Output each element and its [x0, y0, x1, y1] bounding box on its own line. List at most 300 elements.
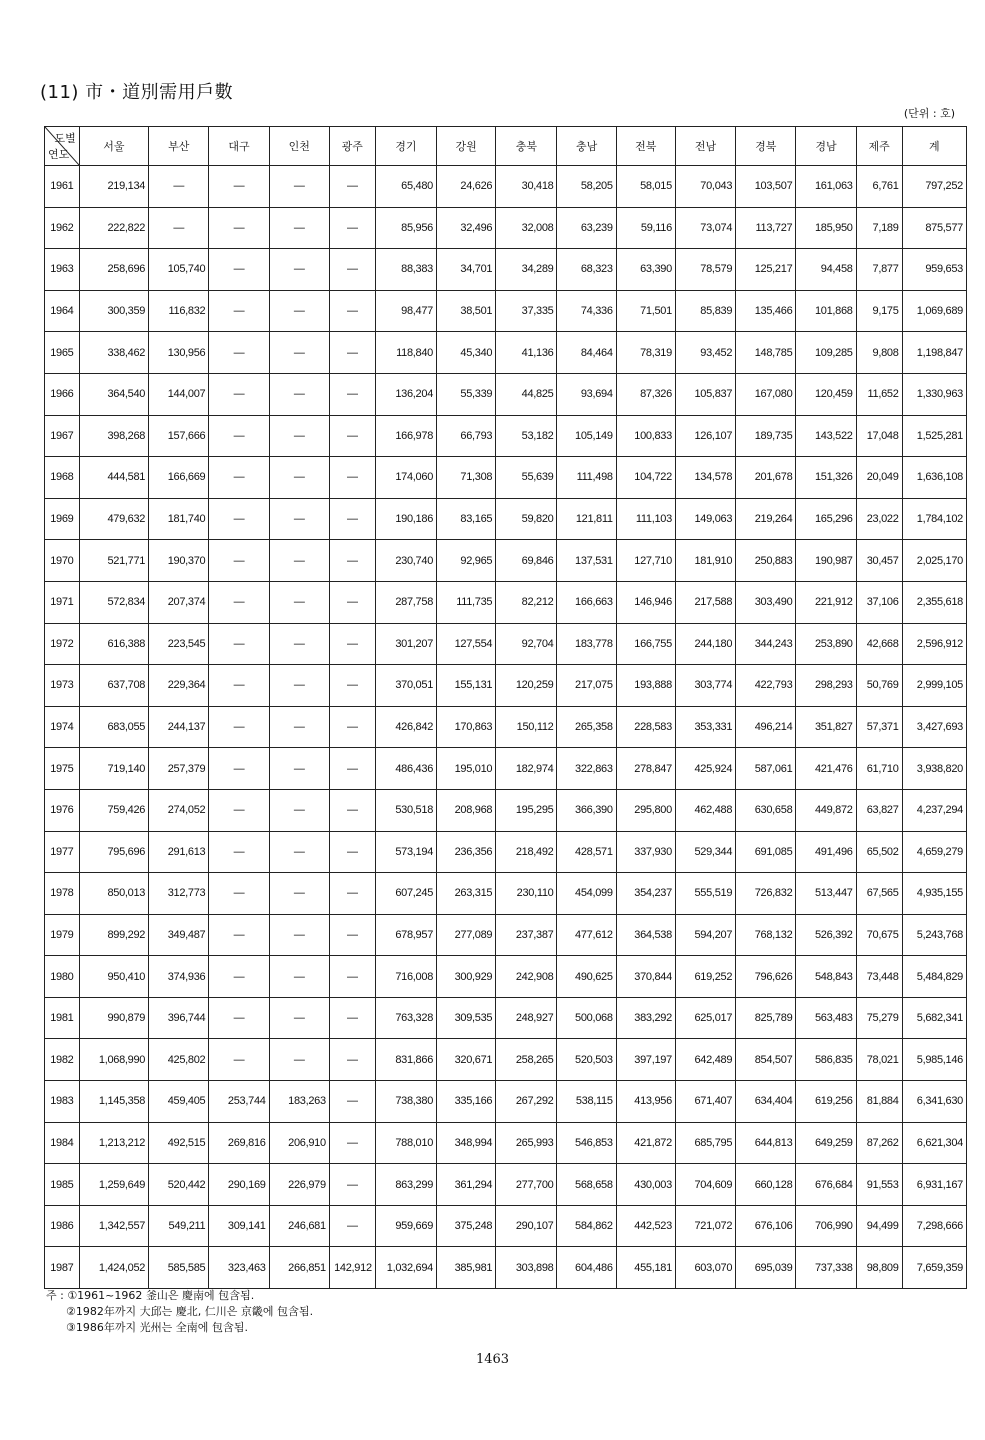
table-cell: 57,371 [856, 706, 902, 748]
table-cell: 84,464 [557, 332, 616, 374]
table-cell: 166,669 [149, 457, 209, 499]
table-cell: 6,931,167 [902, 1164, 966, 1206]
year-cell: 1963 [45, 249, 80, 291]
year-cell: 1978 [45, 873, 80, 915]
table-cell: 32,008 [496, 207, 557, 249]
table-cell: 73,074 [675, 207, 735, 249]
table-cell: 277,700 [496, 1164, 557, 1206]
table-cell: 65,480 [375, 166, 436, 208]
table-cell: — [329, 956, 375, 998]
table-cell: 421,476 [796, 748, 856, 790]
table-cell: — [269, 706, 329, 748]
table-row [45, 831, 967, 873]
table-cell: 6,621,304 [902, 1122, 966, 1164]
table-cell: 228,583 [616, 706, 675, 748]
table-cell: 167,080 [736, 373, 796, 415]
table-cell: — [209, 207, 269, 249]
table-cell: 449,872 [796, 789, 856, 831]
table-cell: 555,519 [675, 873, 735, 915]
year-cell: 1985 [45, 1164, 80, 1206]
table-row [45, 748, 967, 790]
table-cell: 85,839 [675, 290, 735, 332]
table-cell: 221,912 [796, 581, 856, 623]
table-cell: — [149, 207, 209, 249]
table-cell: 135,466 [736, 290, 796, 332]
table-cell: — [209, 373, 269, 415]
table-cell: 385,981 [437, 1247, 496, 1289]
table-cell: 290,107 [496, 1205, 557, 1247]
table-cell: 32,496 [437, 207, 496, 249]
table-title: (11) 市・道別需用戶數 [40, 82, 234, 103]
table-cell: — [269, 789, 329, 831]
table-cell: 59,820 [496, 498, 557, 540]
table-cell: 78,319 [616, 332, 675, 374]
table-cell: 118,840 [375, 332, 436, 374]
table-cell: 166,755 [616, 623, 675, 665]
table-cell: 130,956 [149, 332, 209, 374]
table-row [45, 1081, 967, 1123]
column-header: 경남 [796, 127, 856, 166]
table-cell: — [329, 665, 375, 707]
table-cell: 768,132 [736, 914, 796, 956]
corner-label-region: 도별 [54, 133, 76, 145]
table-cell: 7,298,666 [902, 1205, 966, 1247]
year-cell: 1974 [45, 706, 80, 748]
table-cell: — [329, 623, 375, 665]
table-cell: 538,115 [557, 1081, 616, 1123]
table-cell: 151,326 [796, 457, 856, 499]
table-cell: 364,540 [79, 373, 148, 415]
table-cell: 116,832 [149, 290, 209, 332]
table-cell: 763,328 [375, 997, 436, 1039]
table-cell: 759,426 [79, 789, 148, 831]
table-cell: 716,008 [375, 956, 436, 998]
table-cell: 87,326 [616, 373, 675, 415]
table-cell: 425,924 [675, 748, 735, 790]
year-cell: 1971 [45, 581, 80, 623]
table-cell: 616,388 [79, 623, 148, 665]
table-cell: 361,294 [437, 1164, 496, 1206]
table-cell: — [269, 997, 329, 1039]
table-cell: — [329, 290, 375, 332]
table-cell: 354,237 [616, 873, 675, 915]
table-cell: 78,579 [675, 249, 735, 291]
table-cell: 704,609 [675, 1164, 735, 1206]
table-row [45, 873, 967, 915]
footnote: ②1982年까지 大邱는 慶北, 仁川은 京畿에 包含됨. [66, 1305, 314, 1318]
table-cell: 526,392 [796, 914, 856, 956]
table-cell: 1,784,102 [902, 498, 966, 540]
table-cell: 370,051 [375, 665, 436, 707]
header-row [45, 127, 967, 166]
table-cell: — [329, 457, 375, 499]
table-cell: 344,243 [736, 623, 796, 665]
table-cell: 165,296 [796, 498, 856, 540]
table-row [45, 623, 967, 665]
table-cell: 193,888 [616, 665, 675, 707]
table-cell: 573,194 [375, 831, 436, 873]
table-cell: 630,658 [736, 789, 796, 831]
table-cell: 5,484,829 [902, 956, 966, 998]
table-cell: 269,816 [209, 1122, 269, 1164]
table-cell: 6,341,630 [902, 1081, 966, 1123]
table-cell: 207,374 [149, 581, 209, 623]
table-cell: 303,898 [496, 1247, 557, 1289]
table-cell: 634,404 [736, 1081, 796, 1123]
table-cell: 366,390 [557, 789, 616, 831]
table-cell: 863,299 [375, 1164, 436, 1206]
table-cell: — [329, 1039, 375, 1081]
table-cell: 258,696 [79, 249, 148, 291]
table-cell: 277,089 [437, 914, 496, 956]
table-cell: 278,847 [616, 748, 675, 790]
table-cell: 397,197 [616, 1039, 675, 1081]
table-cell: 491,496 [796, 831, 856, 873]
table-cell: 127,710 [616, 540, 675, 582]
table-cell: 1,213,212 [79, 1122, 148, 1164]
table-cell: — [269, 831, 329, 873]
table-cell: — [209, 415, 269, 457]
table-cell: 291,613 [149, 831, 209, 873]
table-cell: 94,458 [796, 249, 856, 291]
table-cell: 244,180 [675, 623, 735, 665]
table-cell: 42,668 [856, 623, 902, 665]
table-cell: 65,502 [856, 831, 902, 873]
table-cell: 7,659,359 [902, 1247, 966, 1289]
year-cell: 1986 [45, 1205, 80, 1247]
table-row [45, 415, 967, 457]
table-cell: 144,007 [149, 373, 209, 415]
table-cell: 55,339 [437, 373, 496, 415]
table-cell: 59,116 [616, 207, 675, 249]
table-cell: — [209, 665, 269, 707]
table-cell: 78,021 [856, 1039, 902, 1081]
table-cell: 619,256 [796, 1081, 856, 1123]
column-header: 광주 [329, 127, 375, 166]
table-cell: 120,259 [496, 665, 557, 707]
column-header: 경기 [375, 127, 436, 166]
table-cell: — [269, 665, 329, 707]
table-cell: 642,489 [675, 1039, 735, 1081]
table-cell: 479,632 [79, 498, 148, 540]
table-cell: 604,486 [557, 1247, 616, 1289]
table-cell: 105,837 [675, 373, 735, 415]
table-cell: — [329, 873, 375, 915]
table-cell: — [329, 249, 375, 291]
table-cell: 236,356 [437, 831, 496, 873]
table-cell: 230,110 [496, 873, 557, 915]
year-cell: 1970 [45, 540, 80, 582]
table-cell: 34,289 [496, 249, 557, 291]
table-cell: — [329, 1081, 375, 1123]
table-cell: 549,211 [149, 1205, 209, 1247]
table-cell: 719,140 [79, 748, 148, 790]
table-cell: — [329, 789, 375, 831]
year-cell: 1984 [45, 1122, 80, 1164]
table-cell: 959,669 [375, 1205, 436, 1247]
table-cell: 250,883 [736, 540, 796, 582]
table-cell: 91,553 [856, 1164, 902, 1206]
table-cell: 854,507 [736, 1039, 796, 1081]
table-cell: 70,043 [675, 166, 735, 208]
table-cell: 229,364 [149, 665, 209, 707]
table-cell: 603,070 [675, 1247, 735, 1289]
table-cell: 87,262 [856, 1122, 902, 1164]
table-cell: 63,390 [616, 249, 675, 291]
table-cell: 323,463 [209, 1247, 269, 1289]
table-cell: 101,868 [796, 290, 856, 332]
year-cell: 1977 [45, 831, 80, 873]
column-header: 충북 [496, 127, 557, 166]
table-row [45, 1247, 967, 1289]
table-cell: — [329, 748, 375, 790]
table-cell: 2,999,105 [902, 665, 966, 707]
year-cell: 1982 [45, 1039, 80, 1081]
table-cell: 421,872 [616, 1122, 675, 1164]
year-cell: 1966 [45, 373, 80, 415]
table-cell: 374,936 [149, 956, 209, 998]
table-cell: 266,851 [269, 1247, 329, 1289]
table-cell: 295,800 [616, 789, 675, 831]
table-cell: 520,442 [149, 1164, 209, 1206]
table-row [45, 1039, 967, 1081]
year-cell: 1968 [45, 457, 80, 499]
table-row [45, 373, 967, 415]
table-cell: 146,946 [616, 581, 675, 623]
table-cell: 4,935,155 [902, 873, 966, 915]
table-cell: 263,315 [437, 873, 496, 915]
table-cell: — [329, 1205, 375, 1247]
table-cell: 206,910 [269, 1122, 329, 1164]
table-cell: 257,379 [149, 748, 209, 790]
table-cell: — [269, 166, 329, 208]
table-cell: 137,531 [557, 540, 616, 582]
table-cell: 607,245 [375, 873, 436, 915]
column-header: 제주 [856, 127, 902, 166]
table-cell: 335,166 [437, 1081, 496, 1123]
table-cell: 349,487 [149, 914, 209, 956]
table-cell: 6,761 [856, 166, 902, 208]
table-cell: 990,879 [79, 997, 148, 1039]
table-cell: 37,335 [496, 290, 557, 332]
table-cell: 825,789 [736, 997, 796, 1039]
table-cell: 490,625 [557, 956, 616, 998]
table-cell: 242,908 [496, 956, 557, 998]
table-cell: 500,068 [557, 997, 616, 1039]
table-cell: 5,985,146 [902, 1039, 966, 1081]
table-cell: 4,237,294 [902, 789, 966, 831]
table-row [45, 498, 967, 540]
footnote: ③1986年까지 光州는 全南에 包含됨. [66, 1321, 248, 1334]
table-cell: 298,293 [796, 665, 856, 707]
table-cell: 67,565 [856, 873, 902, 915]
table-cell: 1,259,649 [79, 1164, 148, 1206]
table-cell: — [269, 207, 329, 249]
table-cell: 737,338 [796, 1247, 856, 1289]
table-cell: 572,834 [79, 581, 148, 623]
table-cell: 190,370 [149, 540, 209, 582]
table-cell: 111,498 [557, 457, 616, 499]
table-row [45, 789, 967, 831]
table-cell: 430,003 [616, 1164, 675, 1206]
table-cell: 174,060 [375, 457, 436, 499]
table-cell: 111,103 [616, 498, 675, 540]
table-cell: 143,522 [796, 415, 856, 457]
table-cell: — [269, 457, 329, 499]
table-cell: 312,773 [149, 873, 209, 915]
table-body [45, 166, 967, 1289]
table-cell: 442,523 [616, 1205, 675, 1247]
table-cell: 875,577 [902, 207, 966, 249]
table-cell: 126,107 [675, 415, 735, 457]
table-cell: 797,252 [902, 166, 966, 208]
table-cell: — [209, 540, 269, 582]
table-cell: 134,578 [675, 457, 735, 499]
table-cell: 34,701 [437, 249, 496, 291]
table-cell: — [269, 415, 329, 457]
table-cell: 425,802 [149, 1039, 209, 1081]
table-cell: 422,793 [736, 665, 796, 707]
table-cell: 5,243,768 [902, 914, 966, 956]
table-cell: 104,722 [616, 457, 675, 499]
table-cell: 959,653 [902, 249, 966, 291]
table-cell: — [209, 290, 269, 332]
table-row [45, 166, 967, 208]
table-cell: 265,358 [557, 706, 616, 748]
table-cell: 182,974 [496, 748, 557, 790]
table-cell: 45,340 [437, 332, 496, 374]
table-cell: — [209, 249, 269, 291]
table-cell: 695,039 [736, 1247, 796, 1289]
table-cell: 831,866 [375, 1039, 436, 1081]
table-cell: 568,658 [557, 1164, 616, 1206]
table-cell: 383,292 [616, 997, 675, 1039]
year-cell: 1987 [45, 1247, 80, 1289]
table-cell: 88,383 [375, 249, 436, 291]
column-header: 전북 [616, 127, 675, 166]
table-cell: 83,165 [437, 498, 496, 540]
table-cell: 1,068,990 [79, 1039, 148, 1081]
year-cell: 1983 [45, 1081, 80, 1123]
table-cell: 3,427,693 [902, 706, 966, 748]
table-cell: 195,010 [437, 748, 496, 790]
table-cell: 587,061 [736, 748, 796, 790]
table-cell: 585,585 [149, 1247, 209, 1289]
year-cell: 1965 [45, 332, 80, 374]
table-cell: 320,671 [437, 1039, 496, 1081]
table-cell: 127,554 [437, 623, 496, 665]
table-cell: 660,128 [736, 1164, 796, 1206]
table-cell: 24,626 [437, 166, 496, 208]
table-cell: 899,292 [79, 914, 148, 956]
table-cell: — [209, 166, 269, 208]
table-cell: 121,811 [557, 498, 616, 540]
table-cell: 181,740 [149, 498, 209, 540]
table-cell: — [209, 789, 269, 831]
table-cell: 676,106 [736, 1205, 796, 1247]
table-cell: — [269, 373, 329, 415]
unit-label: (단위 : 호) [903, 107, 955, 120]
table-cell: 74,336 [557, 290, 616, 332]
table-cell: 563,483 [796, 997, 856, 1039]
table-cell: 94,499 [856, 1205, 902, 1247]
table-cell: 309,535 [437, 997, 496, 1039]
table-cell: 529,344 [675, 831, 735, 873]
table-cell: 459,405 [149, 1081, 209, 1123]
year-cell: 1964 [45, 290, 80, 332]
table-cell: 721,072 [675, 1205, 735, 1247]
table-cell: 111,735 [437, 581, 496, 623]
table-cell: 37,106 [856, 581, 902, 623]
table-cell: 93,694 [557, 373, 616, 415]
table-cell: 337,930 [616, 831, 675, 873]
table-cell: 290,169 [209, 1164, 269, 1206]
table-cell: — [269, 956, 329, 998]
table-cell: — [329, 498, 375, 540]
table-cell: 149,063 [675, 498, 735, 540]
table-cell: 530,518 [375, 789, 436, 831]
table-cell: 1,342,557 [79, 1205, 148, 1247]
table-cell: 41,136 [496, 332, 557, 374]
table-row [45, 1205, 967, 1247]
table-cell: — [209, 831, 269, 873]
table-cell: 93,452 [675, 332, 735, 374]
table-cell: 75,279 [856, 997, 902, 1039]
table-cell: 92,965 [437, 540, 496, 582]
table-cell: 426,842 [375, 706, 436, 748]
table-cell: 11,652 [856, 373, 902, 415]
table-cell: — [329, 415, 375, 457]
table-cell: 217,588 [675, 581, 735, 623]
year-cell: 1967 [45, 415, 80, 457]
column-header: 대구 [209, 127, 269, 166]
table-cell: 796,626 [736, 956, 796, 998]
table-cell: 5,682,341 [902, 997, 966, 1039]
table-cell: — [269, 581, 329, 623]
year-cell: 1975 [45, 748, 80, 790]
table-cell: — [329, 831, 375, 873]
table-cell: 185,950 [796, 207, 856, 249]
table-cell: 244,137 [149, 706, 209, 748]
year-cell: 1961 [45, 166, 80, 208]
table-cell: 303,774 [675, 665, 735, 707]
table-cell: — [209, 332, 269, 374]
table-cell: — [269, 914, 329, 956]
column-header: 충남 [557, 127, 616, 166]
table-cell: 586,835 [796, 1039, 856, 1081]
table-cell: 520,503 [557, 1039, 616, 1081]
table-cell: — [209, 956, 269, 998]
table-cell: 521,771 [79, 540, 148, 582]
table-row [45, 1164, 967, 1206]
table-cell: — [329, 540, 375, 582]
corner-header [45, 127, 80, 166]
table-cell: 219,264 [736, 498, 796, 540]
table-cell: — [209, 581, 269, 623]
table-cell: 226,979 [269, 1164, 329, 1206]
table-cell: 7,877 [856, 249, 902, 291]
table-cell: 38,501 [437, 290, 496, 332]
table-cell: 267,292 [496, 1081, 557, 1123]
table-cell: 492,515 [149, 1122, 209, 1164]
table-cell: 155,131 [437, 665, 496, 707]
table-cell: 726,832 [736, 873, 796, 915]
table-cell: 30,457 [856, 540, 902, 582]
column-header: 전남 [675, 127, 735, 166]
column-header: 인천 [269, 127, 329, 166]
table-cell: 23,022 [856, 498, 902, 540]
table-cell: 63,239 [557, 207, 616, 249]
